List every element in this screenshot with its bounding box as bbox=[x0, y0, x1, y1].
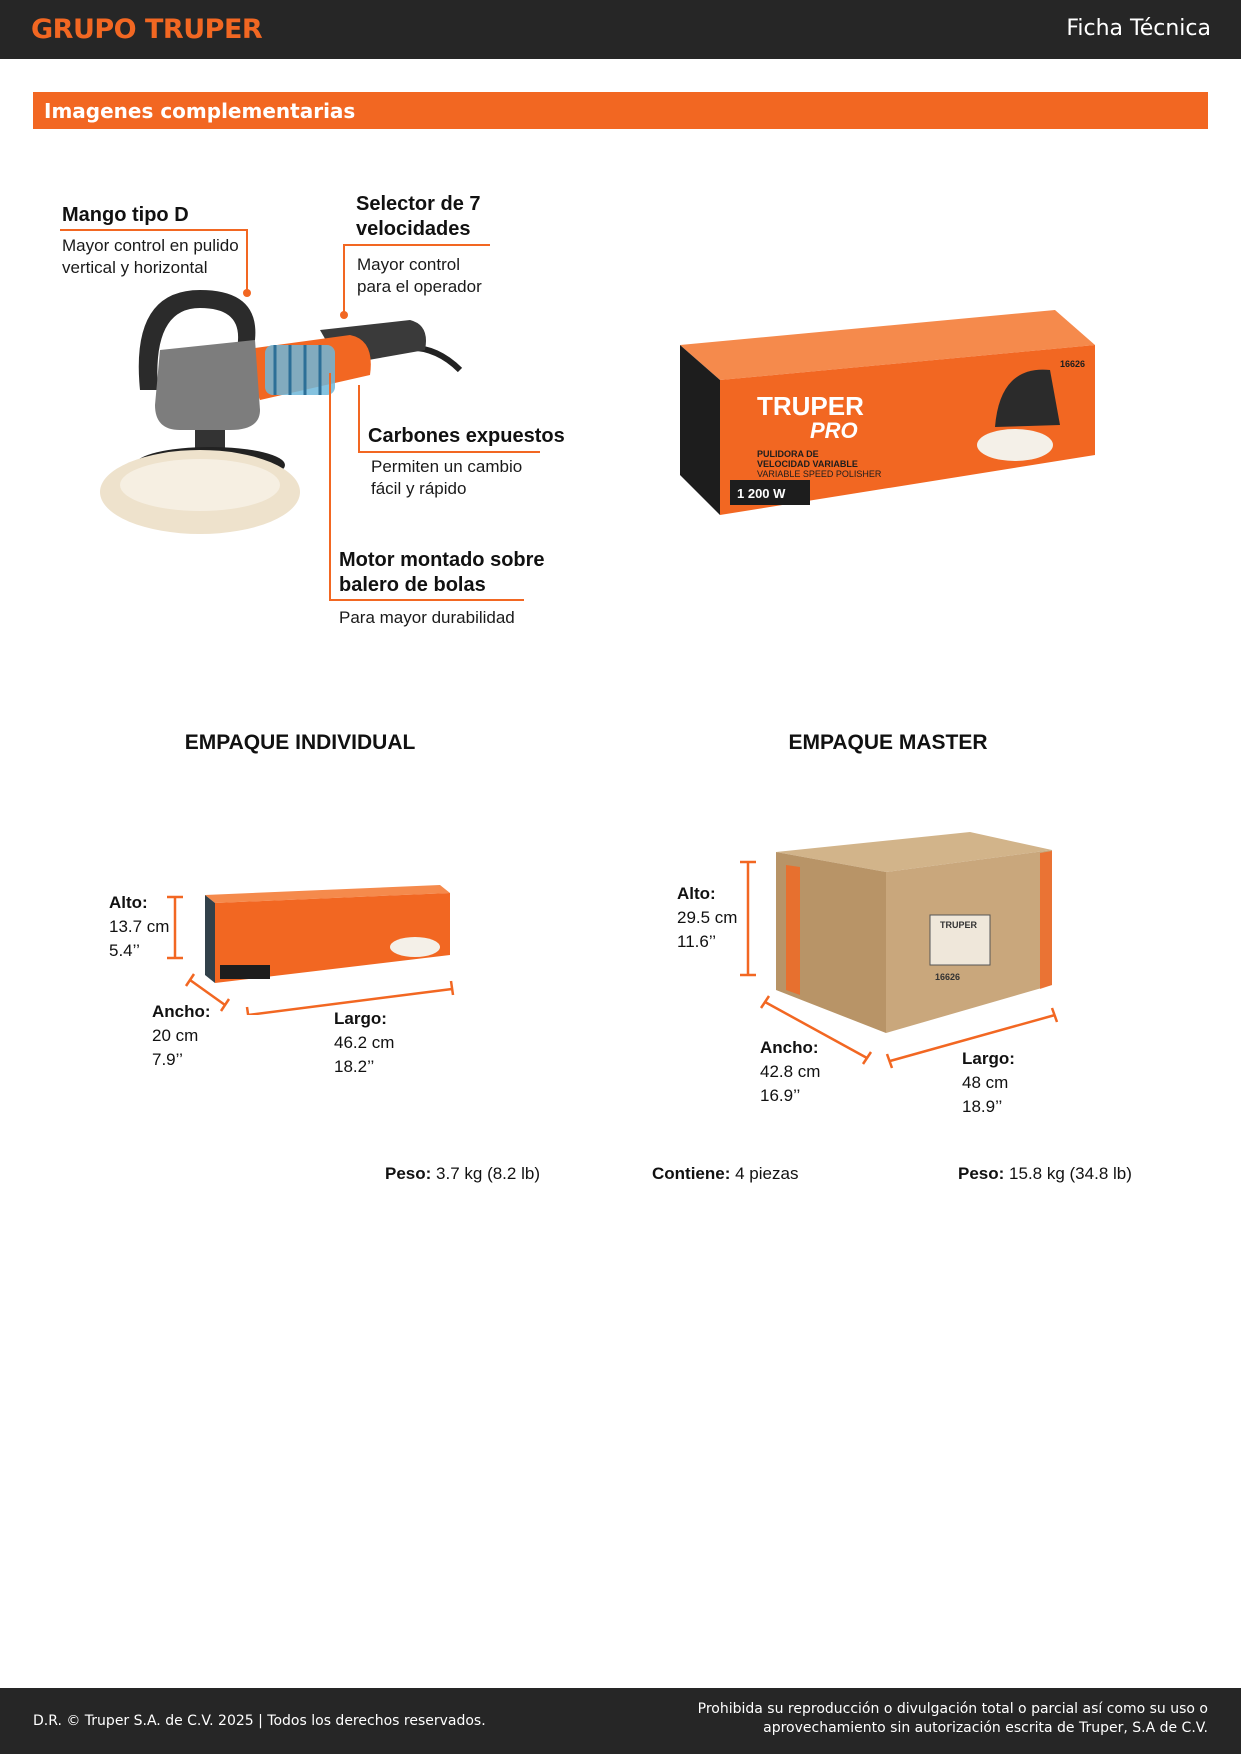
callout-mango-line bbox=[60, 229, 248, 231]
individual-largo-label: Largo: bbox=[334, 1009, 387, 1028]
box-product-name-1: PULIDORA DE bbox=[757, 449, 819, 459]
box-power-text: 1 200 W bbox=[737, 486, 786, 501]
callout-carbones-text-2: fácil y rápido bbox=[371, 479, 467, 498]
master-largo-label: Largo: bbox=[962, 1049, 1015, 1068]
section-title: Imagenes complementarias bbox=[44, 99, 356, 123]
master-alto-label: Alto: bbox=[677, 884, 716, 903]
master-ancho-label: Ancho: bbox=[760, 1038, 819, 1057]
callout-motor-title-2: balero de bolas bbox=[339, 574, 486, 596]
individual-alto bbox=[109, 891, 169, 963]
individual-weight-value: 3.7 kg (8.2 lb) bbox=[436, 1164, 540, 1183]
callout-selector-title-1: Selector de 7 bbox=[356, 193, 481, 215]
callout-selector-dot bbox=[340, 311, 348, 319]
master-alto-in: 11.6’’ bbox=[677, 932, 717, 951]
footer-legal-line-2: aprovechamiento sin autorización escrita de Truper, S.A de C.V. bbox=[763, 1720, 1208, 1736]
individual-weight bbox=[385, 1162, 540, 1186]
master-contents-value: 4 piezas bbox=[735, 1164, 799, 1183]
callout-mango-dot bbox=[243, 289, 251, 297]
callout-selector-text-2: para el operador bbox=[357, 277, 482, 296]
page-footer bbox=[0, 1688, 1241, 1754]
callout-mango-leader bbox=[246, 229, 248, 293]
callout-motor-line bbox=[329, 599, 524, 601]
callout-mango-title: Mango tipo D bbox=[62, 204, 189, 226]
box-code-text: 16626 bbox=[1060, 359, 1086, 369]
master-ancho-cm: 42.8 cm bbox=[760, 1062, 821, 1081]
footer-legal bbox=[648, 1700, 1208, 1738]
footer-legal-line-1: Prohibida su reproducción o divulgación total o parcial así como su uso o bbox=[697, 1701, 1208, 1717]
master-contents-label: Contiene: bbox=[652, 1164, 731, 1183]
individual-alto-label: Alto: bbox=[109, 893, 148, 912]
box-product-name-3: VARIABLE SPEED POLISHER bbox=[757, 469, 882, 479]
individual-ancho-in: 7.9’’ bbox=[152, 1050, 183, 1069]
box-brand-pro-text: PRO bbox=[810, 418, 858, 443]
master-box-brand-text: TRUPER bbox=[940, 920, 978, 930]
master-largo-cm: 48 cm bbox=[962, 1073, 1009, 1092]
grupo-truper-logo: GRUPO TRUPER bbox=[31, 14, 263, 45]
master-ancho bbox=[760, 1036, 820, 1108]
master-weight bbox=[958, 1162, 1132, 1186]
individual-largo bbox=[334, 1007, 394, 1079]
individual-largo-in: 18.2’’ bbox=[334, 1057, 375, 1076]
page-header bbox=[0, 0, 1241, 59]
master-ancho-in: 16.9’’ bbox=[760, 1086, 801, 1105]
master-largo bbox=[962, 1047, 1015, 1119]
individual-largo-cm: 46.2 cm bbox=[334, 1033, 395, 1052]
master-largo-in: 18.9’’ bbox=[962, 1097, 1003, 1116]
callout-selector-text-1: Mayor control bbox=[357, 255, 460, 274]
callout-carbones-text-1: Permiten un cambio bbox=[371, 457, 523, 476]
section-header-bar bbox=[33, 92, 1208, 129]
callout-carbones-leader bbox=[358, 385, 360, 453]
individual-pack-title: EMPAQUE INDIVIDUAL bbox=[184, 731, 416, 754]
document-title: Ficha Técnica bbox=[1066, 16, 1211, 41]
box-brand-text: TRUPER bbox=[757, 391, 864, 421]
individual-pack-image bbox=[160, 865, 460, 1015]
master-weight-value: 15.8 kg (34.8 lb) bbox=[1009, 1164, 1132, 1183]
callout-selector-line bbox=[343, 244, 490, 246]
callout-selector-leader bbox=[343, 244, 345, 315]
box-product-name-2: VELOCIDAD VARIABLE bbox=[757, 459, 858, 469]
callout-motor-title-1: Motor montado sobre bbox=[339, 549, 545, 571]
product-retail-box-image bbox=[675, 305, 1100, 515]
callout-motor-text-1: Para mayor durabilidad bbox=[339, 608, 515, 627]
callout-motor-leader bbox=[329, 373, 331, 601]
callout-mango-text-2: vertical y horizontal bbox=[62, 258, 208, 277]
individual-weight-label: Peso: bbox=[385, 1164, 432, 1183]
master-contents bbox=[652, 1162, 798, 1186]
polisher-product-image bbox=[90, 280, 490, 560]
individual-ancho-label: Ancho: bbox=[152, 1002, 211, 1021]
individual-alto-in: 5.4’’ bbox=[109, 941, 140, 960]
individual-ancho bbox=[152, 1000, 211, 1072]
callout-selector-title-2: velocidades bbox=[356, 218, 471, 240]
master-weight-label: Peso: bbox=[958, 1164, 1005, 1183]
master-pack-title: EMPAQUE MASTER bbox=[788, 731, 988, 754]
callout-carbones-line bbox=[358, 451, 540, 453]
master-alto-cm: 29.5 cm bbox=[677, 908, 738, 927]
footer-copyright: D.R. © Truper S.A. de C.V. 2025 | Todos los derechos reservados. bbox=[33, 1713, 486, 1729]
callout-mango-text-1: Mayor control en pulido bbox=[62, 236, 239, 255]
individual-ancho-cm: 20 cm bbox=[152, 1026, 199, 1045]
master-alto bbox=[677, 882, 737, 954]
master-box-code-text: 16626 bbox=[935, 972, 961, 982]
callout-carbones-title: Carbones expuestos bbox=[368, 425, 565, 447]
individual-alto-cm: 13.7 cm bbox=[109, 917, 170, 936]
